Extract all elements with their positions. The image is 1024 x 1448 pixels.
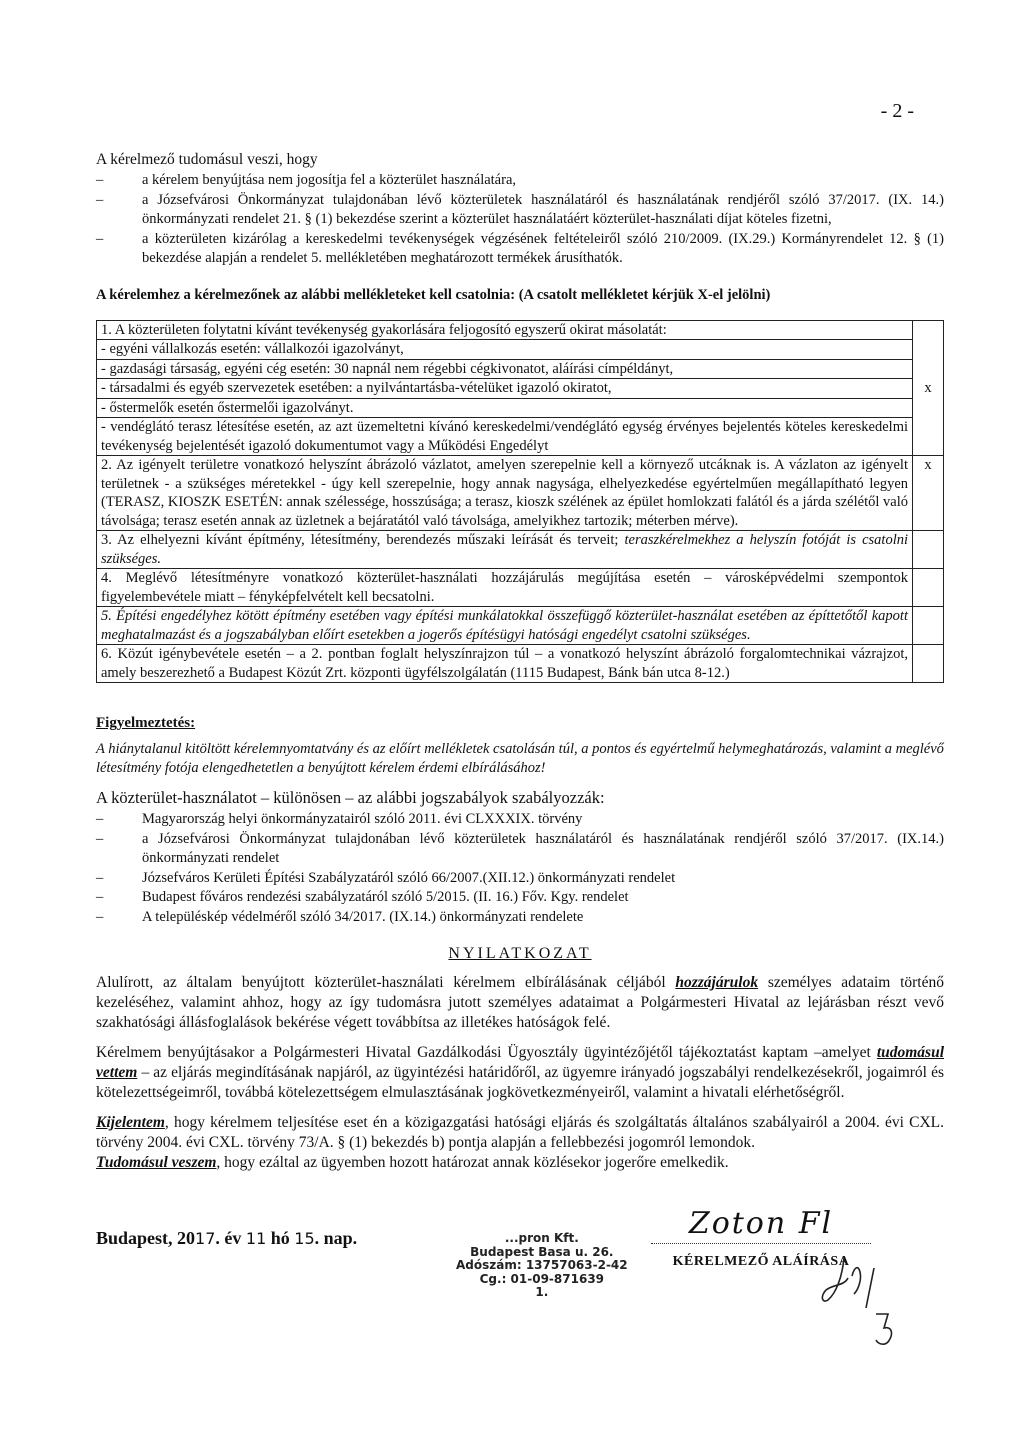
attachment-3-cell: [97, 531, 913, 569]
acknowledgement-item: – a kérelem benyújtása nem jogosítja fel a közterület használatára,: [96, 171, 944, 191]
table-row: [97, 456, 944, 531]
date-label: . nap.: [314, 1228, 358, 1248]
attachment-1-row: - vendéglátó terasz létesítése esetén, az azt üzemeltetni kívánó kereskedelmi/vendéglátó egység érvényes bejelentés köteles kereskedelmi tevékenység bejelentését igazoló dokumentumot vagy a Működési Engedélyt: [97, 418, 913, 456]
table-row: [97, 379, 944, 399]
table-row: [97, 359, 944, 379]
date-label: hó: [270, 1228, 290, 1248]
laws-list: [96, 810, 944, 927]
signature-label: KÉRELMEZŐ ALÁÍRÁSA: [672, 1254, 850, 1269]
table-row: [97, 569, 944, 607]
attachment-1-mark[interactable]: x: [913, 320, 944, 456]
attachment-2-text: 2. Az igényelt területre vonatkozó helyszínt ábrázoló vázlatot, amelyen szerepelnie kell a környező utcáknak is. A vázlaton az igényelt területnek - a szükséges méretekkel - úgy kell szerepelnie, hogy annak nagysága, elhelyezkedése egyértelműen megállapítható legyen (TERASZ, KIOSZK ESETÉN: annak szélessége, hosszúsága; a terasz, kioszk szélének az épület homlokzati falától és a járda szélétől való távolsága; terasz esetén annak az üzletnek a bejáratától való távolsága, amelyikhez tartozik; méterben mérve).: [97, 456, 913, 531]
attachment-6-mark[interactable]: [913, 645, 944, 683]
law-item: – Magyarország helyi önkormányzatairól szóló 2011. évi CLXXXIX. törvény: [96, 810, 944, 830]
law-item: – A településkép védelméről szóló 34/2017. (IX.14.) önkormányzati rendelete: [96, 908, 944, 928]
attachment-1-row: - gazdasági társaság, egyéni cég esetén: 30 napnál nem régebbi cégkivonatot, aláírási címpéldányt,: [97, 359, 913, 379]
company-stamp: [456, 1232, 628, 1300]
intro-text: A kérelmező tudomásul veszi, hogy: [96, 151, 318, 168]
attachment-3-italic: teraszkérelmekhez a helyszín fotóját is csatolni szükséges.: [101, 532, 909, 567]
table-row: [97, 320, 944, 340]
law-item: – Budapest főváros rendezési szabályzatáról szóló 5/2015. (II. 16.) Főv. Kgy. rendelet: [96, 888, 944, 908]
law-item: – Józsefváros Kerületi Építési Szabályzatáról szóló 66/2007.(XII.12.) önkormányzati rendelet: [96, 869, 944, 889]
text-span: – az eljárás megindításának napjáról, az ügyintézési határidőről, az ügyemre irányadó jogszabályi rendelkezésekről, jogaimról és kötelezettségeimről, továbbá kötelezettségem elmulasztásának jogkövetkezményeiről, valamint a hivatali elérhetőségről.: [96, 1064, 945, 1101]
table-row: [97, 645, 944, 683]
attachment-3-text: 3. Az elhelyezni kívánt építmény, létesítmény, berendezés műszaki leírását és terveit;: [101, 532, 619, 548]
attachment-6-text: 6. Közút igénybevétele esetén – a 2. pontban foglalt helyszínrajzon túl – a vonatkozó helyszínt ábrázoló forgalomtechnikai vázrajzot, amely beszerezhető a Budapest Közút Zrt. központi ügyfélszolgálatán (1115 Budapest, Bánk bán utca 8-12.): [97, 645, 913, 683]
date-label: Budapest, 20: [96, 1228, 196, 1248]
stamp-line: Budapest Basa u. 26.: [470, 1244, 614, 1259]
emphasis-span: Tudomásul veszem: [96, 1154, 217, 1171]
date-day: 15: [294, 1229, 315, 1248]
stamp-line: 1.: [535, 1285, 549, 1299]
text-span: Alulírott, az általam benyújtott közterület-használati kérelmem elbírálásának céljából: [96, 974, 666, 991]
attachments-table: [96, 320, 944, 684]
attachment-1-row: - egyéni vállalkozás esetén: vállalkozói igazolványt,: [97, 340, 913, 360]
emphasis-span: hozzájárulok: [675, 974, 759, 991]
acknowledgement-list: [96, 171, 944, 269]
table-row: [97, 340, 944, 360]
date-year: 17: [195, 1229, 216, 1248]
declaration-paragraph-2: [96, 1043, 944, 1103]
acknowledgement-item: – a közterületen kizárólag a kereskedelmi tevékenységek végzésének feltételeiről szóló 210/2009. (IX.29.) Kormányrendelet 12. § (1) bekezdése alapján a rendelet 5. mellékletében meghatározott termékek árusíthatók.: [96, 230, 944, 269]
attachment-1-row: - társadalmi és egyéb szervezetek esetében: a nyilvántartásba-vételüket igazoló okiratot,: [97, 379, 913, 399]
attachment-5-text: 5. Építési engedélyhez kötött építmény esetében vagy építési munkálatokkal összefüggő közterület-használat esetében az építtetőtől kapott meghatalmazást és a jogszabályban előírt esetekben a jogerős építésügyi hatósági engedélyt csatolni szükséges.: [97, 607, 913, 645]
page-number: - 2 -: [880, 100, 914, 122]
declaration-paragraph-1: [96, 973, 944, 1033]
document-page: [96, 100, 944, 1173]
stamp-line: Adószám: 13757063-2-42: [456, 1258, 628, 1272]
initials-signature-icon: [814, 1238, 904, 1348]
attachments-heading: A kérelemhez a kérelmezőnek az alábbi mellékleteket kell csatolnia: (A csatolt mellékletet kérjük X-el jelölni): [96, 286, 771, 303]
attachment-2-mark[interactable]: x: [913, 456, 944, 531]
text-span: személyes adataim történő kezeléséhez, valamint ahhoz, hogy az így tudomásra jutott személyes adataimat a Polgármesteri Hivatal az lejárásban részt vevő szakhatósági állásfoglalások bekérése végett továbbítsa az illetékes hatóságok felé.: [96, 974, 944, 1031]
attachment-1-row: - őstermelők esetén őstermelői igazolványt.: [97, 398, 913, 418]
attachment-5-mark[interactable]: [913, 607, 944, 645]
table-row: [97, 531, 944, 569]
attachment-3-mark[interactable]: [913, 531, 944, 569]
table-row: [97, 607, 944, 645]
emphasis-span: Kijelentem: [96, 1114, 165, 1131]
text-span: Kérelmem benyújtásakor a Polgármesteri Hivatal Gazdálkodási Ügyosztály ügyintézőjétől tájékoztatást kaptam –amelyet: [96, 1044, 871, 1061]
law-item: – a Józsefvárosi Önkormányzat tulajdonában lévő közterületek használatáról és használatának rendjéről szóló 37/2017. (IX.14.) önkormányzati rendelet: [96, 830, 944, 869]
attachment-4-text: 4. Meglévő létesítményre vonatkozó közterület-használati hozzájárulás megújítása esetén – városképvédelmi szempontok figyelembevétele miatt – fényképfelvételt kell becsatolni.: [97, 569, 913, 607]
warning-text: A hiánytalanul kitöltött kérelemnyomtatvány és az előírt mellékletek csatolásán túl, a pontos és egyértelmű helymeghatározás, valamint a meglévő létesítmény fotója elengedhetetlen a benyújtott kérelem érdemi elbírálásához!: [96, 741, 944, 776]
text-span: , hogy kérelmem teljesítése eset én a közigazgatási hatósági eljárás és szolgáltatás általános szabályairól a 2004. évi CXL. törvény 2004. évi CXL. törvény 73/A. § (1) bekezdés b) pontja alapján a fellebbezési jogomról lemondok.: [96, 1114, 944, 1151]
laws-intro: A közterület-használatot – különösen – az alábbi jogszabályok szabályozzák:: [96, 788, 605, 807]
signature-footer: [96, 1206, 944, 1428]
date-label: . év: [215, 1228, 242, 1248]
declaration-paragraph-3: [96, 1113, 944, 1173]
date-month: 11: [245, 1229, 267, 1248]
table-row: [97, 418, 944, 456]
date-line: [96, 1228, 357, 1249]
declaration-title: NYILATKOZAT: [448, 945, 592, 962]
handwritten-signature: Zoton Fl: [688, 1206, 834, 1241]
attachment-4-mark[interactable]: [913, 569, 944, 607]
stamp-line: Cg.: 01-09-871639: [479, 1271, 605, 1286]
text-span: , hogy ezáltal az ügyemben hozott határozat annak közlésekor jogerőre emelkedik.: [216, 1154, 729, 1171]
emphasis-span: tudomásul vettem: [96, 1044, 945, 1081]
table-row: [97, 398, 944, 418]
warning-title: Figyelmeztetés:: [96, 715, 196, 731]
stamp-line: ...pron Kft.: [504, 1231, 579, 1245]
acknowledgement-item: – a Józsefvárosi Önkormányzat tulajdonában lévő közterületek használatáról és használatának rendjéről szóló 37/2017. (IX. 14.) önkormányzati rendelet 21. § (1) bekezdése szerint a közterület használatáért közterület-használati díjat köteles fizetni,: [96, 191, 944, 230]
attachment-1-heading: 1. A közterületen folytatni kívánt tevékenység gyakorlására feljogosító egyszerű okirat másolatát:: [97, 320, 913, 340]
